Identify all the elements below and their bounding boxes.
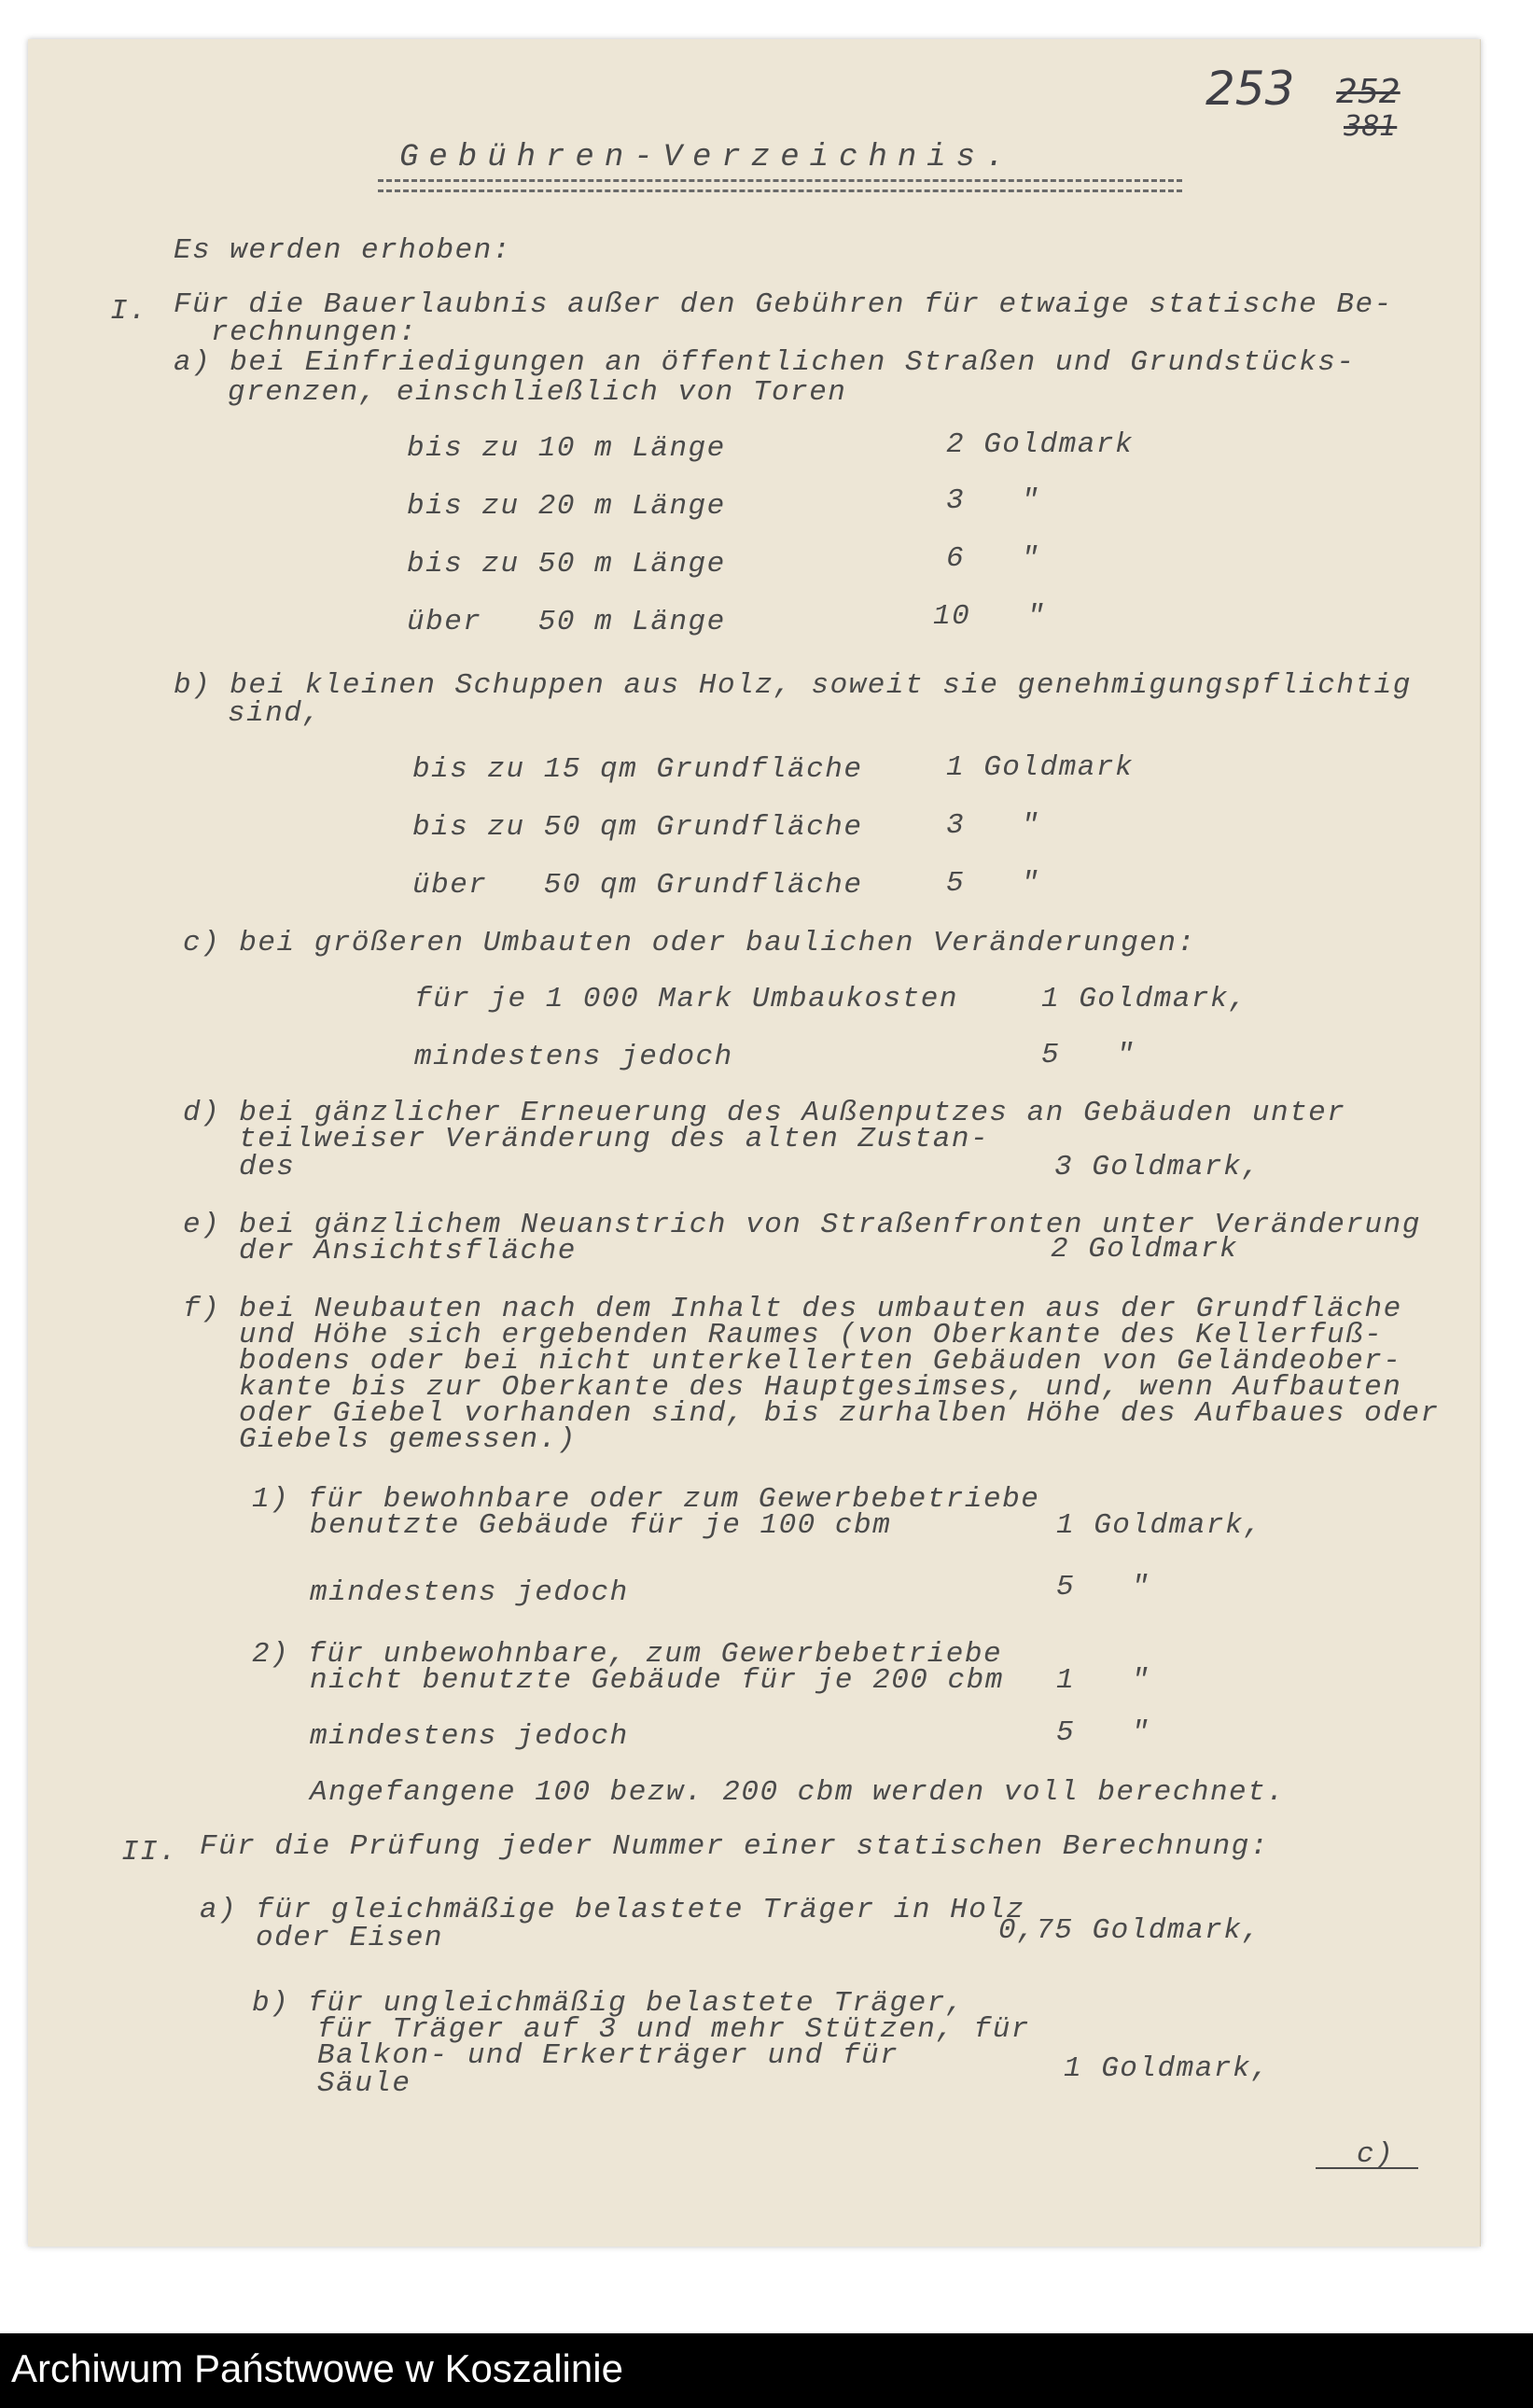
- item-d-fee: 3 Goldmark,: [1054, 1151, 1261, 1183]
- item-b-text-cont: sind,: [228, 697, 322, 730]
- fee-row-value: 6 ": [946, 542, 1040, 575]
- page-number-crossed: 252: [1336, 73, 1401, 111]
- fee-row-value: 2 Goldmark: [946, 428, 1135, 461]
- section-2-numeral: II.: [121, 1836, 178, 1869]
- item-c-text: c) bei größeren Umbauten oder baulichen Veränderungen:: [183, 927, 1196, 959]
- fee-row-label: für je 1 000 Mark Umbaukosten: [414, 983, 958, 1015]
- fee-row-label: mindestens jedoch: [414, 1041, 733, 1073]
- item-f-text-cont: und Höhe sich ergebenden Raumes (von Oberkante des Kellerfuß-: [239, 1319, 1384, 1351]
- section-2-item-a-text-cont: oder Eisen: [256, 1922, 444, 1954]
- section-1-heading: Für die Bauerlaubnis außer den Gebühren für etwaige statische Be-: [174, 288, 1393, 321]
- page-number-current: 253: [1205, 62, 1295, 116]
- item-f2-fee: 1 ": [1056, 1664, 1150, 1697]
- fee-row-label: bis zu 15 qm Grundfläche: [412, 753, 863, 786]
- item-f-text-cont: Giebels gemessen.): [239, 1423, 577, 1456]
- item-d-text-cont: des: [239, 1151, 296, 1183]
- section-2-item-b-text: b) für ungleichmäßig belastete Träger,: [252, 1987, 965, 2020]
- item-f2-minimum-fee: 5 ": [1056, 1716, 1150, 1749]
- section-1-heading-cont: rechnungen:: [211, 316, 418, 349]
- item-f-text-cont: bodens oder bei nicht unterkellerten Gebäuden von Geländeober-: [239, 1345, 1402, 1378]
- section-2-item-a-text: a) für gleichmäßige belastete Träger in Holz: [200, 1894, 1025, 1926]
- item-d-text: d) bei gänzlicher Erneuerung des Außenputzes an Gebäuden unter: [183, 1097, 1346, 1129]
- item-f-text: f) bei Neubauten nach dem Inhalt des umbauten aus der Grundfläche: [183, 1293, 1402, 1325]
- fee-row-value: 10 ": [933, 600, 1046, 633]
- section-2-item-b-text-cont: Säule: [317, 2067, 411, 2100]
- item-d-text-cont: teilweiser Veränderung des alten Zustan-: [239, 1123, 990, 1155]
- section-2-item-b-fee: 1 Goldmark,: [1064, 2052, 1271, 2085]
- fee-row-value: 3 ": [946, 484, 1040, 517]
- section-2-heading: Für die Prüfung jeder Nummer einer statischen Berechnung:: [200, 1830, 1269, 1863]
- item-e-fee: 2 Goldmark: [1051, 1233, 1239, 1266]
- continuation-rule: [1316, 2167, 1418, 2169]
- item-e-text-cont: der Ansichtsfläche: [239, 1235, 577, 1267]
- item-f1-minimum-fee: 5 ": [1056, 1571, 1150, 1603]
- fee-row-value: 1 Goldmark: [946, 751, 1135, 784]
- section-2-item-b-text-cont: Balkon- und Erkerträger und für: [317, 2039, 899, 2072]
- page-number-old: 381: [1344, 110, 1398, 143]
- intro-text: Es werden erhoben:: [174, 234, 511, 267]
- fee-row-value: 3 ": [946, 809, 1040, 842]
- item-f1-text-cont: benutzte Gebäude für je 100 cbm: [310, 1509, 892, 1542]
- fee-row-label: über 50 m Länge: [407, 606, 726, 638]
- item-f1-minimum: mindestens jedoch: [310, 1576, 629, 1609]
- item-f2-text-cont: nicht benutzte Gebäude für je 200 cbm: [310, 1664, 1004, 1697]
- fee-row-label: bis zu 20 m Länge: [407, 490, 726, 523]
- fee-row-value: 5 ": [946, 867, 1040, 900]
- item-a-text-cont: grenzen, einschließlich von Toren: [228, 376, 847, 409]
- item-f2-minimum: mindestens jedoch: [310, 1720, 629, 1753]
- fee-row-label: über 50 qm Grundfläche: [412, 869, 863, 902]
- item-e-text: e) bei gänzlichem Neuanstrich von Straßenfronten unter Veränderung: [183, 1209, 1421, 1241]
- item-b-text: b) bei kleinen Schuppen aus Holz, soweit sie genehmigungspflichtig: [174, 669, 1412, 702]
- fee-row-label: bis zu 50 qm Grundfläche: [412, 811, 863, 844]
- section-2-item-b-text-cont: für Träger auf 3 und mehr Stützen, für: [317, 2013, 1030, 2046]
- item-a-text: a) bei Einfriedigungen an öffentlichen Straßen und Grundstücks-: [174, 346, 1356, 379]
- item-f-note: Angefangene 100 bezw. 200 cbm werden voll berechnet.: [310, 1776, 1286, 1809]
- archive-footer-text: Archiwum Państwowe w Koszalinie: [11, 2346, 623, 2390]
- document-title: Gebühren-Verzeichnis.: [399, 140, 1015, 175]
- item-f2-text: 2) für unbewohnbare, zum Gewerbebetriebe: [252, 1638, 1003, 1671]
- section-1-numeral: I.: [110, 295, 148, 328]
- item-f1-fee: 1 Goldmark,: [1056, 1509, 1263, 1542]
- continuation-marker: c): [1357, 2138, 1395, 2171]
- fee-row-value: 5 ": [1041, 1039, 1136, 1071]
- fee-row-value: 1 Goldmark,: [1041, 983, 1248, 1015]
- title-underline: [378, 179, 1182, 192]
- archive-footer-bar: [0, 2333, 1533, 2408]
- fee-row-label: bis zu 50 m Länge: [407, 548, 726, 581]
- item-f-text-cont: kante bis zur Oberkante des Hauptgesimses, und, wenn Aufbauten: [239, 1371, 1402, 1404]
- section-2-item-a-fee: 0,75 Goldmark,: [998, 1914, 1261, 1947]
- fee-row-label: bis zu 10 m Länge: [407, 432, 726, 465]
- item-f-text-cont: oder Giebel vorhanden sind, bis zurhalben Höhe des Aufbaues oder: [239, 1397, 1440, 1430]
- item-f1-text: 1) für bewohnbare oder zum Gewerbebetriebe: [252, 1483, 1040, 1516]
- document-sheet: [28, 39, 1481, 2247]
